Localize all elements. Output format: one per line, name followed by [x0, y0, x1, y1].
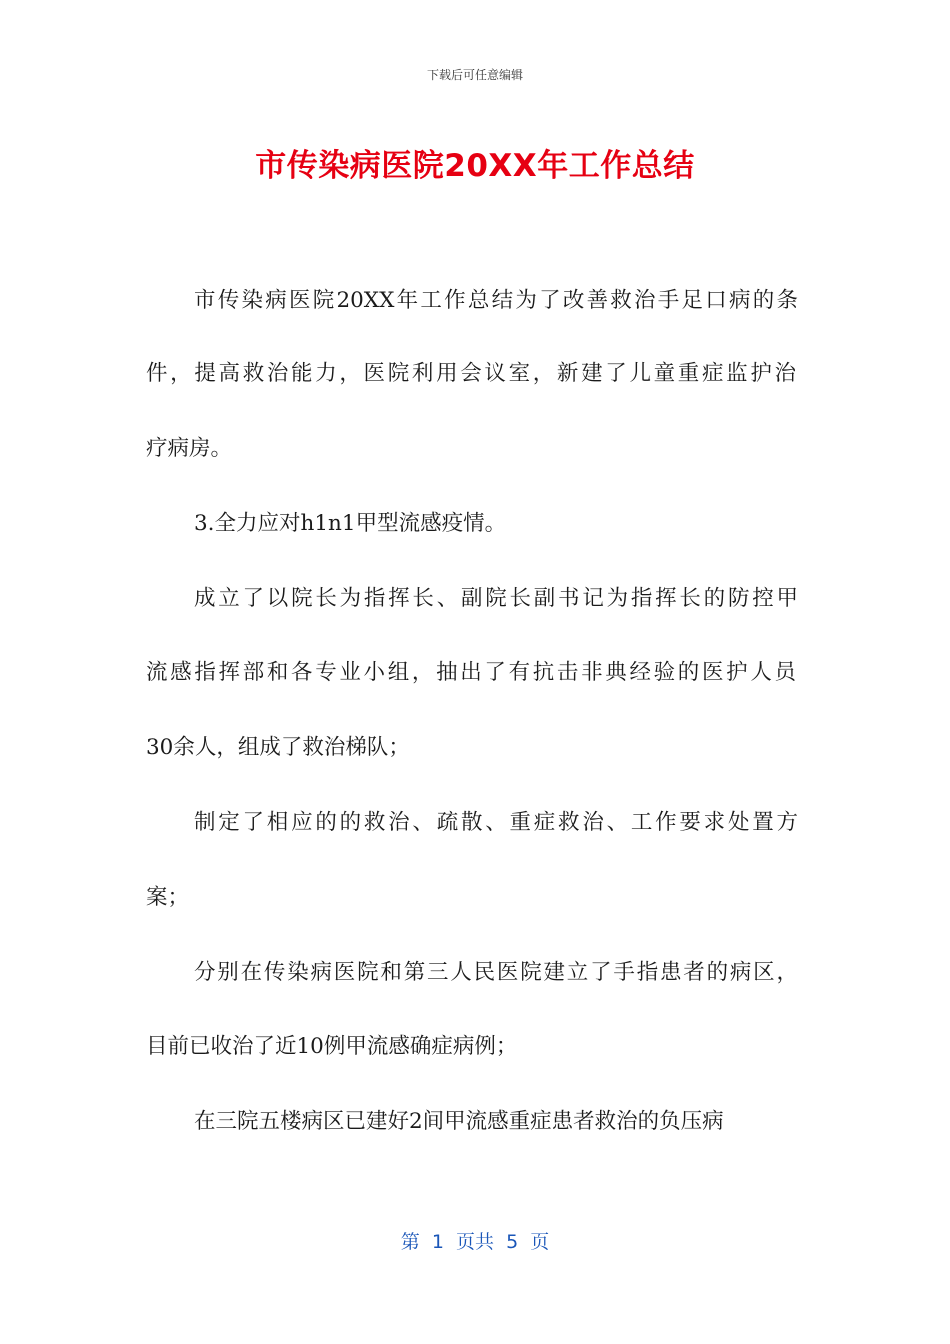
text-line-2: 件，提高救治能力，医院利用会议室，新建了儿童重症监护治	[146, 361, 796, 386]
document-title: 市传染病医院20XX年工作总结	[255, 148, 695, 184]
text-line-12: 在三院五楼病区已建好2间甲流感重症患者救治的负压病	[194, 1109, 724, 1134]
text-line-10: 分别在传染病医院和第三人民医院建立了手指患者的病区，	[194, 960, 798, 985]
text-line-9: 案；	[146, 885, 190, 910]
text-line-3: 疗病房。	[146, 436, 233, 461]
text-line-11: 目前已收治了近10例甲流感确症病例；	[146, 1034, 518, 1059]
text-line-7: 30余人，组成了救治梯队；	[146, 735, 410, 760]
text-line-4: 3.全力应对h1n1甲型流感疫情。	[194, 511, 507, 536]
header-note: 下载后可任意编辑	[426, 68, 523, 82]
text-line-5: 成立了以院长为指挥长、副院长副书记为指挥长的防控甲	[194, 586, 798, 611]
text-line-6: 流感指挥部和各专业小组，抽出了有抗击非典经验的医护人员	[146, 660, 796, 685]
text-line-1: 市传染病医院20XX年工作总结为了改善救治手足口病的条	[194, 288, 798, 313]
page-number-footer: 第 1 页共 5 页	[400, 1231, 550, 1253]
text-line-8: 制定了相应的的救治、疏散、重症救治、工作要求处置方	[194, 810, 798, 835]
